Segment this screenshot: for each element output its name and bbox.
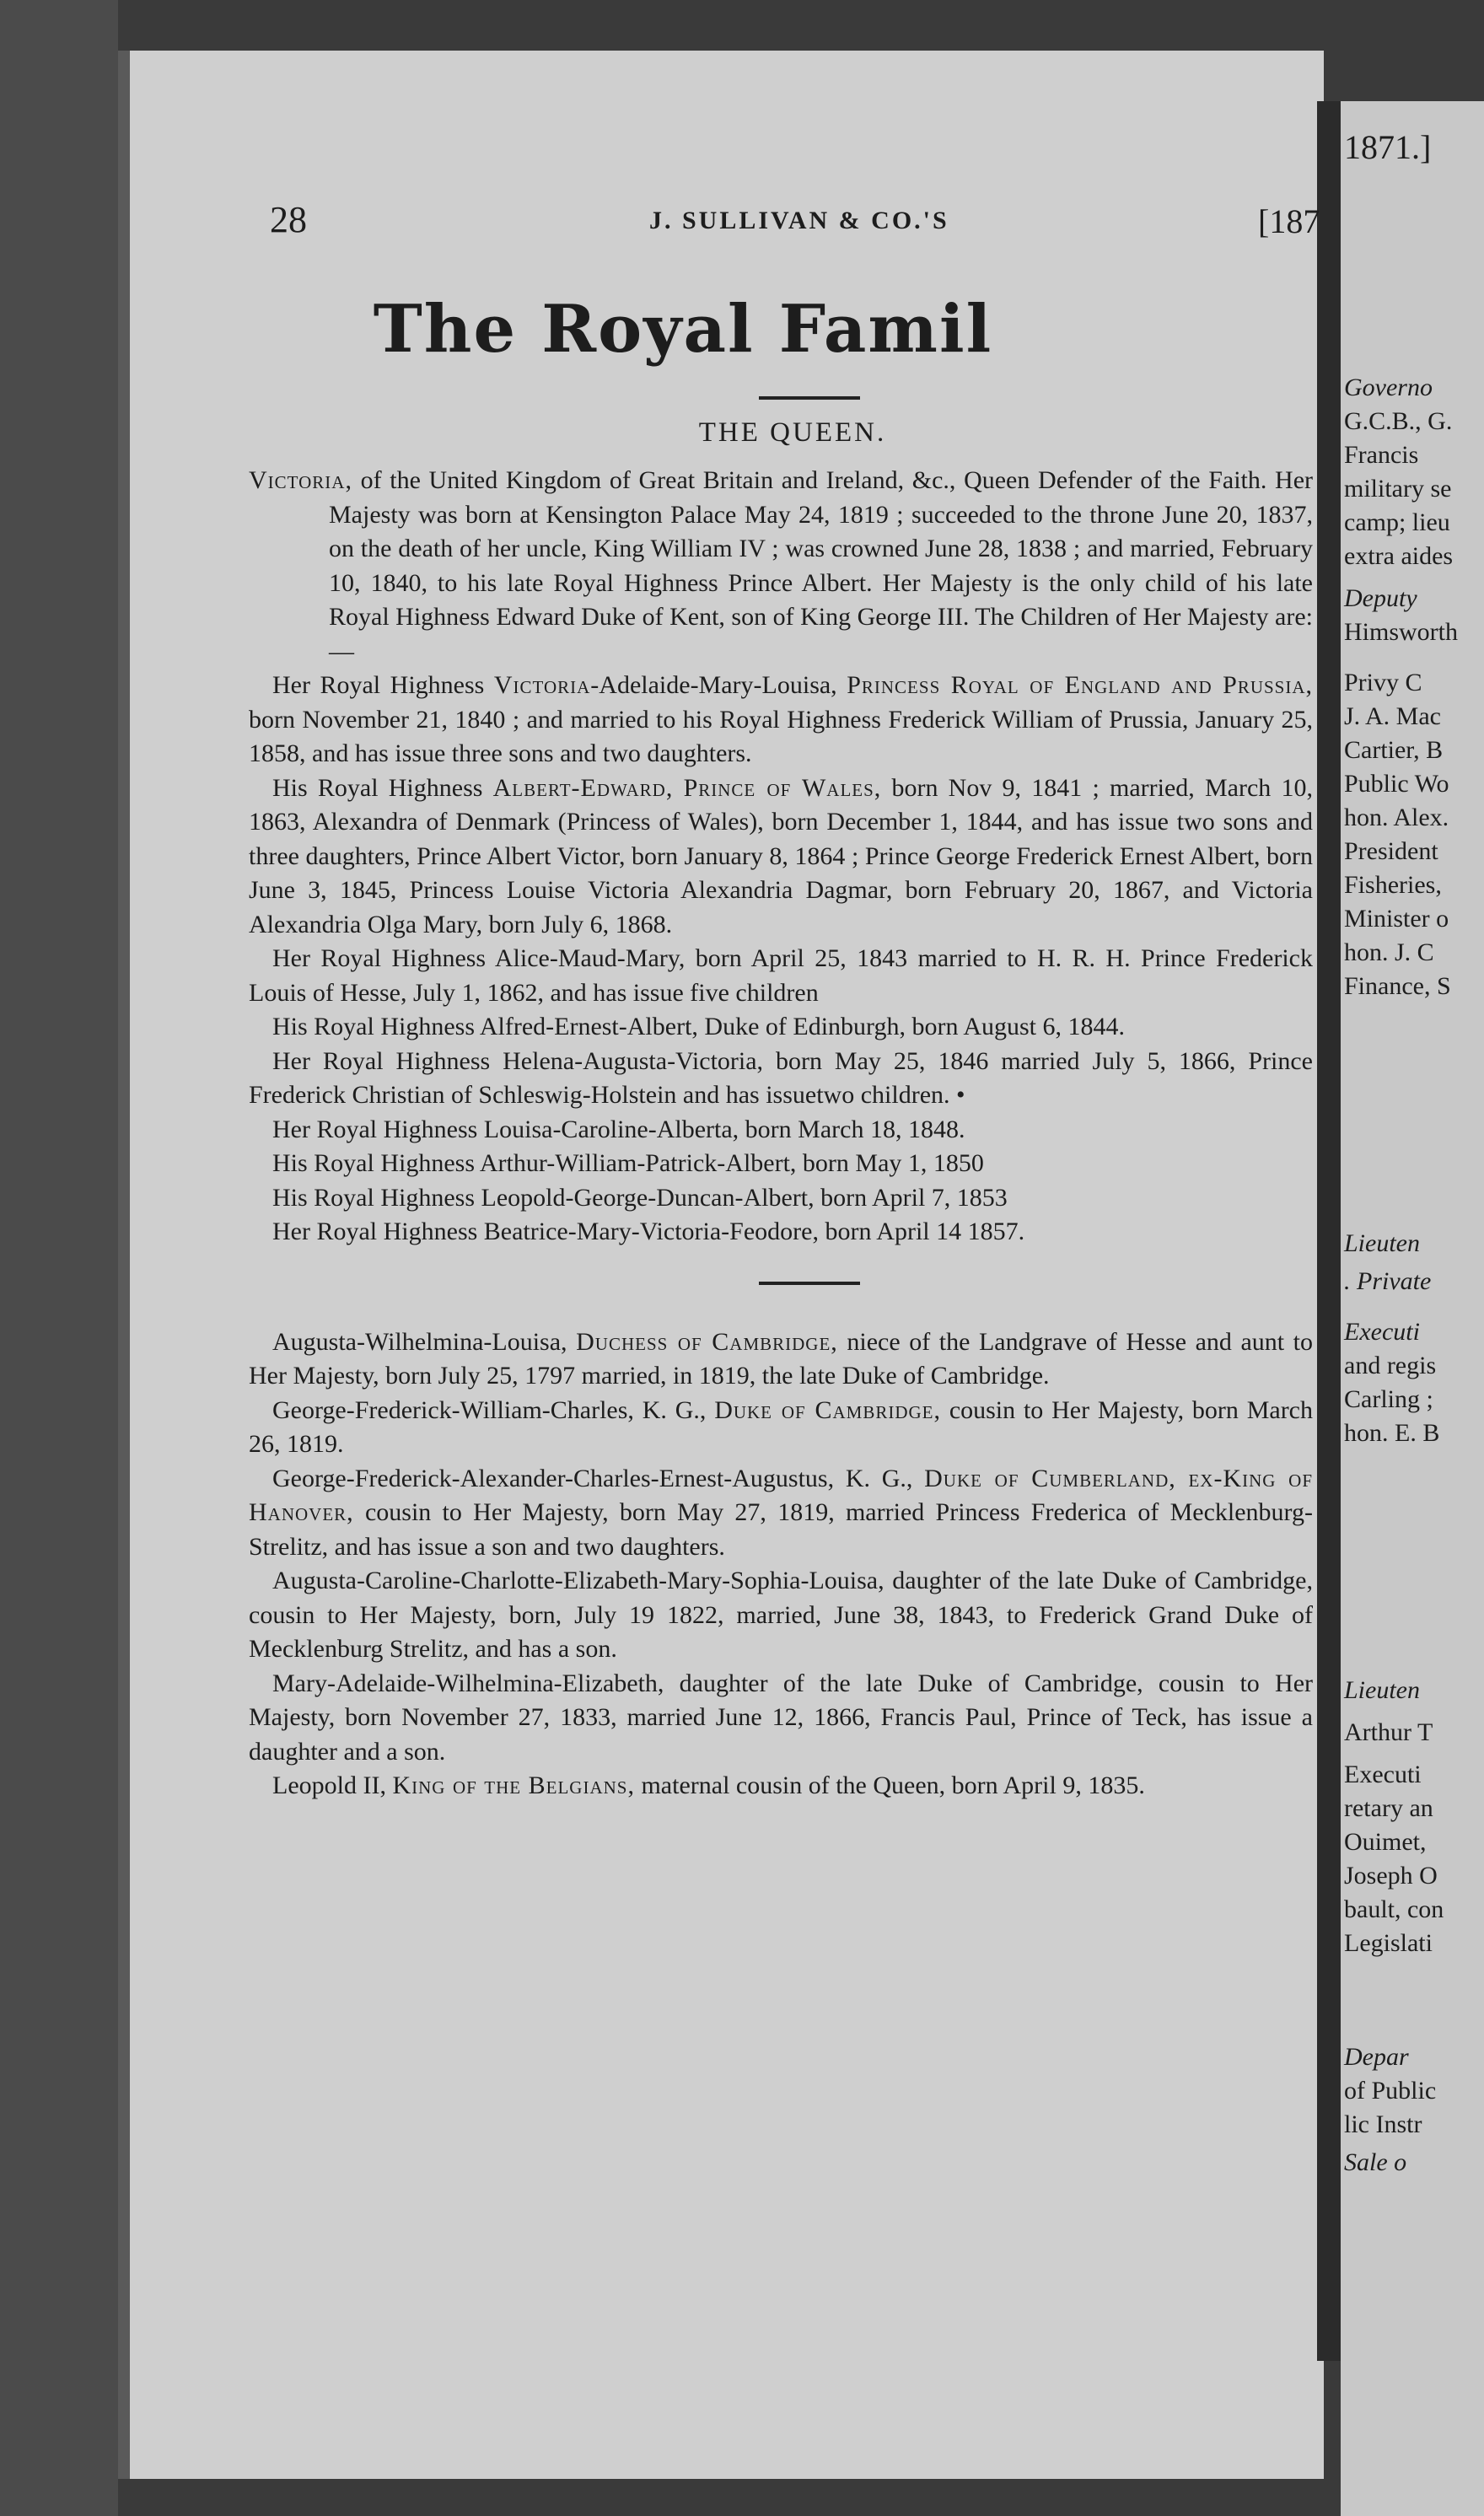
child-entry (249, 1147, 1313, 1181)
section-rule (759, 1282, 860, 1285)
facing-line: bault, con (1344, 1895, 1444, 1923)
child-entry (249, 1181, 1313, 1216)
entry-text (673, 774, 683, 802)
entry-text: Her Royal Highness Louisa-Caroline-Alberta, born March 18, 1848. (272, 1115, 965, 1143)
page-header (143, 198, 1324, 249)
entry-text: His Royal Highness Alfred-Ernest-Albert, Duke of Edinburgh, born August 6, 1844. (272, 1013, 1125, 1040)
facing-line: Lieuten (1344, 1229, 1420, 1257)
facing-line: hon. Alex. (1344, 804, 1449, 831)
child-entry (249, 1045, 1313, 1113)
relative-entry (249, 1769, 1313, 1804)
facing-line: of Public (1344, 2077, 1437, 2105)
entry-title: Duke of Cumberland, ex-King of Hanover, (249, 1464, 1313, 1526)
page-title: The Royal Famil (373, 291, 993, 368)
facing-line: Legislati (1344, 1929, 1433, 1957)
relative-entry (249, 1462, 1313, 1565)
child-entry (249, 1113, 1313, 1148)
child-entry (249, 1215, 1313, 1250)
entry-text: His Royal Highness Leopold-George-Duncan-Albert, born April 7, 1853 (272, 1183, 1008, 1212)
entry-text: Mary-Adelaide-Wilhelmina-Elizabeth, daughter of the late Duke of Cambridge, cousin to Her Majesty, born November 27, 1833, married June 12, 1866, Francis Paul, Prince of Teck, has issue a daughter and a son. (249, 1669, 1313, 1766)
entry-text: cousin to Her Majesty, born May 27, 1819, married Princess Frederica of Mecklenburg-Strelitz, and has issue a son and two daughters. (249, 1498, 1313, 1561)
running-title: J. SULLIVAN & CO.'S (649, 207, 949, 234)
facing-line: Public Wo (1344, 770, 1449, 798)
entry-title: Duchess of Cambridge, (576, 1327, 838, 1356)
section-heading: THE QUEEN. (698, 417, 887, 448)
entry-text: His Royal Highness Arthur-William-Patrick-Albert, born May 1, 1850 (272, 1149, 984, 1177)
child-entry (249, 942, 1313, 1010)
facing-line: Joseph O (1344, 1862, 1438, 1890)
section-gap (249, 1250, 1313, 1325)
relative-entry (249, 1667, 1313, 1770)
facing-line: Himsworth (1344, 618, 1458, 646)
relative-entry (249, 1325, 1313, 1394)
facing-line: and regis (1344, 1352, 1437, 1379)
facing-line: military se (1344, 475, 1452, 503)
entry-title: Prince of Wales, (683, 773, 882, 802)
children-list (249, 669, 1313, 1250)
entry-text: Her Royal Highness (272, 671, 494, 699)
book-gutter (1317, 101, 1341, 2361)
facing-line: . Private (1344, 1267, 1432, 1295)
facing-line: President (1344, 837, 1438, 865)
facing-line: Cartier, B (1344, 736, 1444, 764)
entry-text: -Adelaide-Mary-Louisa, (590, 671, 847, 699)
relatives-list (249, 1325, 1313, 1804)
entry-text: cousin to Her Majesty, born March 26, 1819. (249, 1395, 1313, 1458)
facing-line: Finance, S (1344, 972, 1451, 1000)
facing-line: Arthur T (1344, 1718, 1433, 1746)
year-bracket: [187 (1258, 202, 1320, 240)
facing-line: Deputy (1344, 584, 1417, 612)
facing-line: Ouimet, (1344, 1828, 1427, 1856)
facing-line: Lieuten (1344, 1676, 1420, 1704)
facing-line: camp; lieu (1344, 508, 1450, 536)
entry-text: Her Royal Highness Helena-Augusta-Victoria, born May 25, 1846 married July 5, 1866, Prince Frederick Christian of Schleswig-Holstein and has issuetwo children. • (249, 1046, 1313, 1109)
entry-title: Princess Royal of England and Prussia, (847, 671, 1314, 699)
facing-line: Depar (1344, 2043, 1409, 2071)
facing-line: Minister o (1344, 905, 1449, 933)
facing-line: hon. J. C (1344, 938, 1434, 966)
child-entry (249, 771, 1313, 943)
child-entry (249, 1010, 1313, 1045)
entry-text: Her Royal Highness Alice-Maud-Mary, born April 25, 1843 married to H. R. H. Prince Frederick Louis of Hesse, July 1, 1862, and has issue five children (249, 944, 1313, 1007)
entry-text: niece of the Landgrave of Hesse and aunt to Her Majesty, born July 25, 1797 married, in 1819, the late Duke of Cambridge. (249, 1327, 1314, 1390)
facing-line: Fisheries, (1344, 871, 1442, 899)
facing-line: Executi (1344, 1761, 1422, 1788)
facing-page (1341, 101, 1484, 2516)
queen-paragraph (249, 464, 1313, 669)
facing-line: J. A. Mac (1344, 702, 1441, 730)
facing-line: Carling ; (1344, 1385, 1433, 1413)
page-number: 28 (270, 199, 307, 240)
entry-title: King of the Belgians, (392, 1771, 635, 1799)
facing-line: retary an (1344, 1794, 1433, 1822)
facing-line: extra aides (1344, 542, 1454, 570)
entry-text: born November 21, 1840 ; and married to his Royal Highness Frederick William of Prussia, January 25, 1858, and has issue three sons and two daughters. (249, 705, 1313, 767)
entry-text: George-Frederick-William-Charles, K. G., (272, 1395, 715, 1424)
entry-text: born Nov 9, 1841 ; married, March 10, 1863, Alexandra of Denmark (Princess of Wales), born December 1, 1844, and has issue two sons and three daughters, Prince Albert Victor, born January 8, 1864 ; Prince George Frederick Ernest Albert, born June 3, 1845, Princess Louise Victoria Alexandria Dagmar, born February 20, 1867, and Victoria Alexandria Olga Mary, born July 6, 1868. (249, 773, 1314, 938)
queen-text: of the United Kingdom of Great Britain and Ireland, &c., Queen Defender of the Faith. Her Majesty was born at Kensington Palace May 24, 1819 ; succeeded to the throne June 20, 1837, on the death of her uncle, King William IV ; was crowned June 28, 1838 ; and married, February 10, 1840, to his late Royal Highness Prince Albert. Her Majesty is the only child of his late Royal Highness Edward Duke of Kent, son of King George III. The Children of Her Majesty are:— (329, 466, 1313, 665)
facing-line: Sale o (1344, 2148, 1407, 2176)
entry-name: Albert-Edward, (492, 773, 674, 802)
facing-line: lic Instr (1344, 2110, 1422, 2138)
entry-text: His Royal Highness (272, 773, 493, 802)
facing-year: 1871.] (1344, 128, 1432, 166)
facing-line: hon. E. B (1344, 1419, 1440, 1447)
facing-line: Governo (1344, 374, 1433, 401)
entry-text: Her Royal Highness Beatrice-Mary-Victoria-Feodore, born April 14 1857. (272, 1218, 1025, 1245)
entry-text: George-Frederick-Alexander-Charles-Ernest-Augustus, K. G., (272, 1464, 925, 1492)
facing-line: Privy C (1344, 669, 1422, 696)
relative-entry (249, 1564, 1313, 1667)
title-rule (759, 396, 860, 400)
facing-line: Francis (1344, 441, 1419, 469)
relative-entry (249, 1394, 1313, 1462)
entry-name: Victoria (493, 671, 591, 699)
queen-name: Victoria, (249, 466, 352, 494)
entry-title: Duke of Cambridge, (714, 1395, 941, 1424)
background-left (0, 0, 118, 2516)
facing-line: G.C.B., G. (1344, 407, 1453, 435)
entry-text: maternal cousin of the Queen, born April 9, 1835. (634, 1771, 1145, 1799)
entry-text: Leopold II, (272, 1771, 393, 1799)
page-edge (118, 51, 130, 2479)
entry-text: Augusta-Wilhelmina-Louisa, (272, 1327, 577, 1356)
article-body (249, 464, 1313, 1804)
entry-text: Augusta-Caroline-Charlotte-Elizabeth-Mary-Sophia-Louisa, daughter of the late Duke of Cambridge, cousin to Her Majesty, born, July 19 1822, married, June 38, 1843, to Frederick Grand Duke of Mecklenburg Strelitz, and has a son. (249, 1567, 1313, 1663)
facing-line: Executi (1344, 1318, 1420, 1346)
child-entry (249, 669, 1313, 771)
